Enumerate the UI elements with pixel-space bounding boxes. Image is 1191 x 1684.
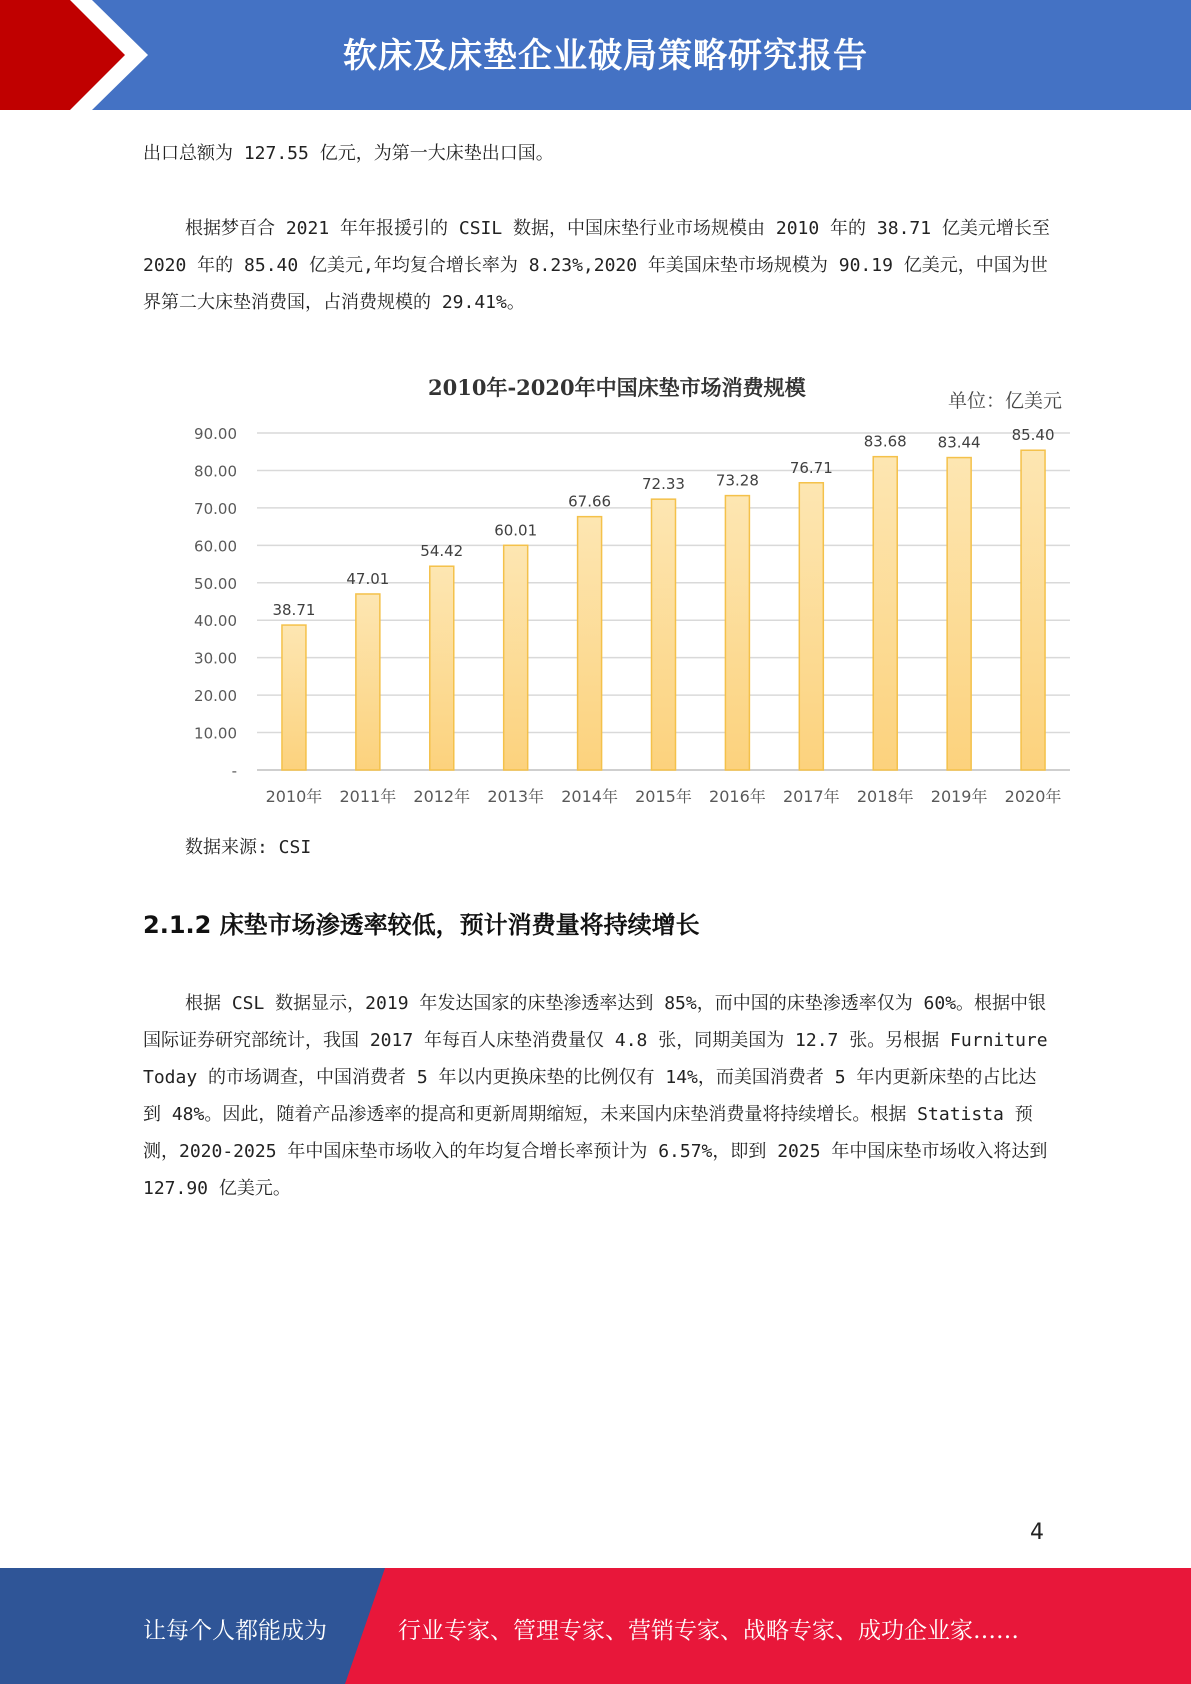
bar-value-label: 47.01 (346, 569, 390, 588)
bar (725, 496, 749, 770)
x-tick-label: 2010年 (265, 787, 323, 806)
x-tick-label: 2019年 (930, 787, 988, 806)
y-tick-label: 20.00 (194, 687, 237, 706)
x-tick-label: 2012年 (413, 787, 471, 806)
data-source-note: 数据来源: CSI (185, 837, 312, 858)
y-tick-label: 10.00 (194, 724, 237, 743)
bar (947, 458, 971, 770)
y-tick-label: 30.00 (194, 649, 237, 668)
y-tick-label: 90.00 (194, 425, 237, 443)
x-tick-label: 2017年 (782, 787, 840, 806)
y-tick-label: 60.00 (194, 537, 237, 556)
bar (430, 566, 454, 770)
bar-chart (175, 365, 1075, 815)
paragraph-penetration: 根据 CSL 数据显示，2019 年发达国家的床垫渗透率达到 85%，而中国的床垫渗透率仅为 60%。根据中银国际证券研究部统计，我国 2017 年每百人床垫消费量仅 4.8 张，同期美国为 12.7 张。另根据 Furniture Today 的市场调查，中国消费者 5 年以内更换床垫的比例仅有 14%，而美国消费者 5 年内更新床垫的占比达到 48%。因此，随着产品渗透率的提高和更新周期缩短，未来国内床垫消费量将持续增长。根据 Statista 预测，2020-2025 年中国床垫市场收入的年均复合增长率预计为 6.57%，即到 2025 年中国床垫市场收入将达到 127.90 亿美元。 (143, 993, 1048, 1199)
page-header (0, 0, 1191, 110)
bar-value-label: 67.66 (568, 492, 612, 511)
bar (504, 545, 528, 770)
bar-value-label: 83.68 (863, 432, 907, 451)
bar (578, 517, 602, 770)
y-tick-label: 50.00 (194, 574, 237, 593)
chart-x-axis (266, 787, 1062, 806)
y-tick-label: - (231, 762, 237, 780)
bar (652, 499, 676, 770)
x-tick-label: 2016年 (709, 787, 766, 806)
x-tick-label: 2018年 (856, 787, 914, 806)
x-tick-label: 2014年 (561, 787, 618, 806)
footer-slogan-left: 让每个人都能成为 (143, 1618, 327, 1644)
bar-value-label: 54.42 (420, 542, 464, 561)
bar-value-label: 72.33 (642, 475, 685, 494)
paragraph-market-size: 根据梦百合 2021 年年报援引的 CSIL 数据，中国床垫行业市场规模由 2010 年的 38.71 亿美元增长至 2020 年的 85.40 亿美元,年均复合增长率为 8.23%,2020 年美国床垫市场规模为 90.19 亿美元，中国为世界第二大床垫消费国，占消费规模的 29.41%。 (143, 218, 1050, 313)
page-number: 4 (1030, 1520, 1044, 1545)
chart-unit-label: 单位：亿美元 (948, 390, 1063, 412)
header-title: 软床及床垫企业破局策略研究报告 (343, 36, 868, 76)
bar-value-label: 73.28 (715, 471, 759, 490)
footer-slogan-right: 行业专家、管理专家、营销专家、战略专家、成功企业家…… (398, 1618, 1019, 1644)
y-tick-label: 80.00 (194, 462, 237, 481)
bar-value-label: 76.71 (789, 458, 833, 477)
bar-value-label: 83.44 (937, 433, 981, 452)
bar-value-label: 85.40 (1011, 426, 1055, 445)
x-tick-label: 2015年 (635, 787, 692, 806)
y-tick-label: 40.00 (194, 612, 237, 631)
x-tick-label: 2011年 (339, 787, 397, 806)
chart-y-axis (194, 425, 237, 780)
x-tick-label: 2020年 (1004, 787, 1062, 806)
bar (1021, 450, 1045, 770)
x-tick-label: 2013年 (487, 787, 545, 806)
bar-value-label: 60.01 (494, 521, 538, 540)
y-tick-label: 70.00 (194, 499, 237, 518)
section-heading: 2.1.2 床垫市场渗透率较低，预计消费量将持续增长 (143, 911, 700, 939)
bar-value-label: 38.71 (272, 601, 316, 620)
chart-title: 2010年-2020年中国床垫市场消费规模 (428, 375, 806, 400)
chart-bars (282, 450, 1045, 770)
bar (873, 457, 897, 770)
bar (282, 625, 306, 770)
bar (799, 483, 823, 770)
paragraph-export: 出口总额为 127.55 亿元，为第一大床垫出口国。 (143, 143, 554, 164)
bar (356, 594, 380, 770)
